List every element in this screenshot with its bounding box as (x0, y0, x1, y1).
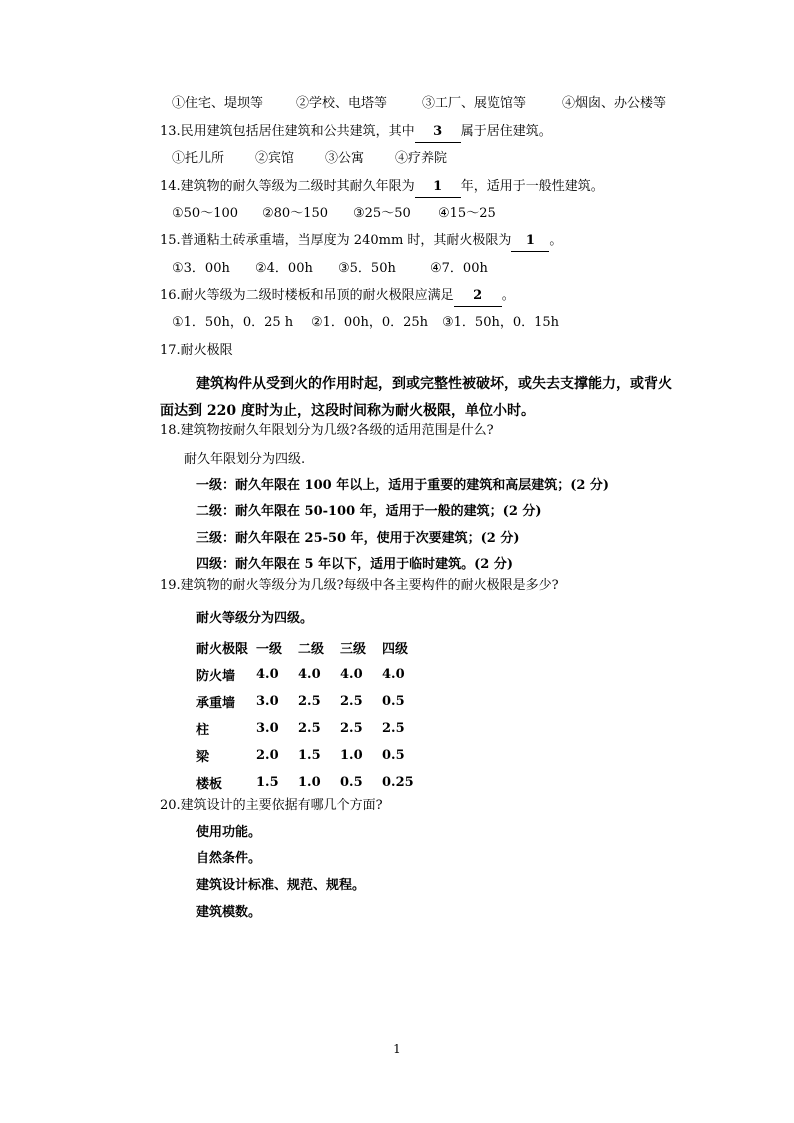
table-cell: 承重墙 (196, 696, 236, 711)
q18-question: 18.建筑物按耐久年限划分为几级?各级的适用范围是什么? (160, 423, 494, 438)
q15-text-post: 。 (549, 233, 563, 248)
table-cell: 2.5 (382, 721, 405, 736)
q13-option-3: ③公寓 (325, 151, 365, 166)
q12-option-1: ①住宅、堤坝等 (172, 96, 264, 111)
q16-text: 16.耐火等级为二级时楼板和吊顶的耐火极限应满足 (160, 288, 454, 303)
fire-resistance-table (196, 634, 424, 796)
q17-answer-line-1: 建筑构件从受到火的作用时起，到或完整性被破坏，或失去支撑能力，或背火 (196, 376, 672, 392)
table-header-cell: 三级 (340, 642, 367, 657)
table-cell: 4.0 (256, 667, 279, 682)
page-number: 1 (393, 1042, 401, 1056)
q14-answer-blank: 1 (415, 177, 461, 198)
table-row (196, 661, 424, 688)
table-cell: 楼板 (196, 777, 223, 792)
q14-option-4: ④15～25 (438, 206, 496, 221)
table-cell: 4.0 (340, 667, 363, 682)
q15-options (172, 259, 488, 279)
q17-question: 17.耐火极限 (160, 343, 233, 358)
table-cell: 0.25 (382, 775, 414, 790)
q12-options (172, 94, 666, 114)
q18-item-4: 四级：耐久年限在 5 年以下，适用于临时建筑。(2 分) (196, 557, 513, 572)
q13-option-2: ②宾馆 (255, 151, 295, 166)
q13-answer-blank: 3 (415, 122, 461, 143)
q12-option-4: ④烟囱、办公楼等 (562, 96, 667, 111)
q15-option-3: ③5．50h (338, 261, 396, 276)
table-cell: 防火墙 (196, 669, 236, 684)
q15-answer-blank: 1 (511, 231, 549, 252)
table-cell: 0.5 (340, 775, 363, 790)
table-cell: 柱 (196, 723, 210, 738)
table-row (196, 742, 424, 769)
q13-option-1: ①托儿所 (172, 151, 225, 166)
q14-option-3: ③25～50 (353, 206, 411, 221)
table-cell: 梁 (196, 750, 210, 765)
table-cell: 4.0 (382, 667, 405, 682)
q12-option-3: ③工厂、展览馆等 (422, 96, 527, 111)
q18-item-2: 二级：耐久年限在 50-100 年，适用于一般的建筑；(2 分) (196, 504, 542, 519)
q16-question (160, 286, 515, 307)
q13-options (172, 149, 447, 169)
table-cell: 1.5 (298, 748, 321, 763)
table-header-cell: 耐火极限 (196, 642, 249, 657)
table-cell: 1.0 (340, 748, 363, 763)
table-header-row (196, 634, 424, 661)
q18-item-3: 三级：耐久年限在 25-50 年，使用于次要建筑；(2 分) (196, 531, 520, 546)
table-header-cell: 四级 (382, 642, 409, 657)
table-cell: 2.5 (340, 721, 363, 736)
q16-option-2: ②1．00h，0．25h (311, 315, 429, 330)
q14-option-1: ①50～100 (172, 206, 239, 221)
q20-item-4: 建筑模数。 (196, 905, 262, 920)
table-header-cell: 二级 (298, 642, 325, 657)
table-cell: 1.0 (298, 775, 321, 790)
q15-question (160, 231, 562, 252)
q13-text: 13.民用建筑包括居住建筑和公共建筑，其中 (160, 124, 415, 139)
q18-intro: 耐久年限划分为四级. (184, 452, 306, 467)
q14-question (160, 177, 604, 198)
q13-question (160, 122, 552, 143)
q20-item-2: 自然条件。 (196, 851, 262, 866)
q16-answer-blank: 2 (454, 286, 502, 307)
q13-option-4: ④疗养院 (395, 151, 448, 166)
q20-item-3: 建筑设计标准、规范、规程。 (196, 878, 366, 893)
q16-options (172, 313, 559, 333)
table-cell: 3.0 (256, 721, 279, 736)
q15-text: 15.普通粘土砖承重墙，当厚度为 240mm 时，其耐火极限为 (160, 233, 512, 248)
table-cell: 2.5 (298, 694, 321, 709)
q12-option-2: ②学校、电塔等 (296, 96, 388, 111)
table-cell: 2.5 (340, 694, 363, 709)
q19-intro: 耐火等级分为四级。 (196, 611, 314, 626)
q18-item-1: 一级：耐久年限在 100 年以上，适用于重要的建筑和高层建筑；(2 分) (196, 478, 610, 493)
table-cell: 0.5 (382, 748, 405, 763)
q14-options (172, 204, 496, 224)
q16-text-post: 。 (501, 288, 515, 303)
q15-option-1: ①3．00h (172, 261, 230, 276)
q15-option-4: ④7．00h (430, 261, 488, 276)
table-cell: 1.5 (256, 775, 279, 790)
q16-option-1: ①1．50h，0．25 h (172, 315, 294, 330)
table-row (196, 769, 424, 796)
q17-answer-line-2: 面达到 220 度时为止，这段时间称为耐火极限，单位小时。 (160, 403, 535, 419)
q20-item-1: 使用功能。 (196, 825, 262, 840)
table-cell: 2.5 (298, 721, 321, 736)
q16-option-3: ③1．50h，0．15h (442, 315, 560, 330)
q13-text-post: 属于居住建筑。 (460, 124, 552, 139)
table-cell: 4.0 (298, 667, 321, 682)
q15-option-2: ②4．00h (255, 261, 313, 276)
table-cell: 2.0 (256, 748, 279, 763)
q14-text: 14.建筑物的耐久等级为二级时其耐久年限为 (160, 179, 415, 194)
q19-question: 19.建筑物的耐火等级分为几级?每级中各主要构件的耐火极限是多少? (160, 578, 559, 593)
table-cell: 3.0 (256, 694, 279, 709)
q14-option-2: ②80～150 (262, 206, 329, 221)
q14-text-post: 年，适用于一般性建筑。 (460, 179, 604, 194)
table-header-cell: 一级 (256, 642, 283, 657)
table-cell: 0.5 (382, 694, 405, 709)
table-row (196, 688, 424, 715)
q20-question: 20.建筑设计的主要依据有哪几个方面? (160, 798, 383, 813)
table-row (196, 715, 424, 742)
